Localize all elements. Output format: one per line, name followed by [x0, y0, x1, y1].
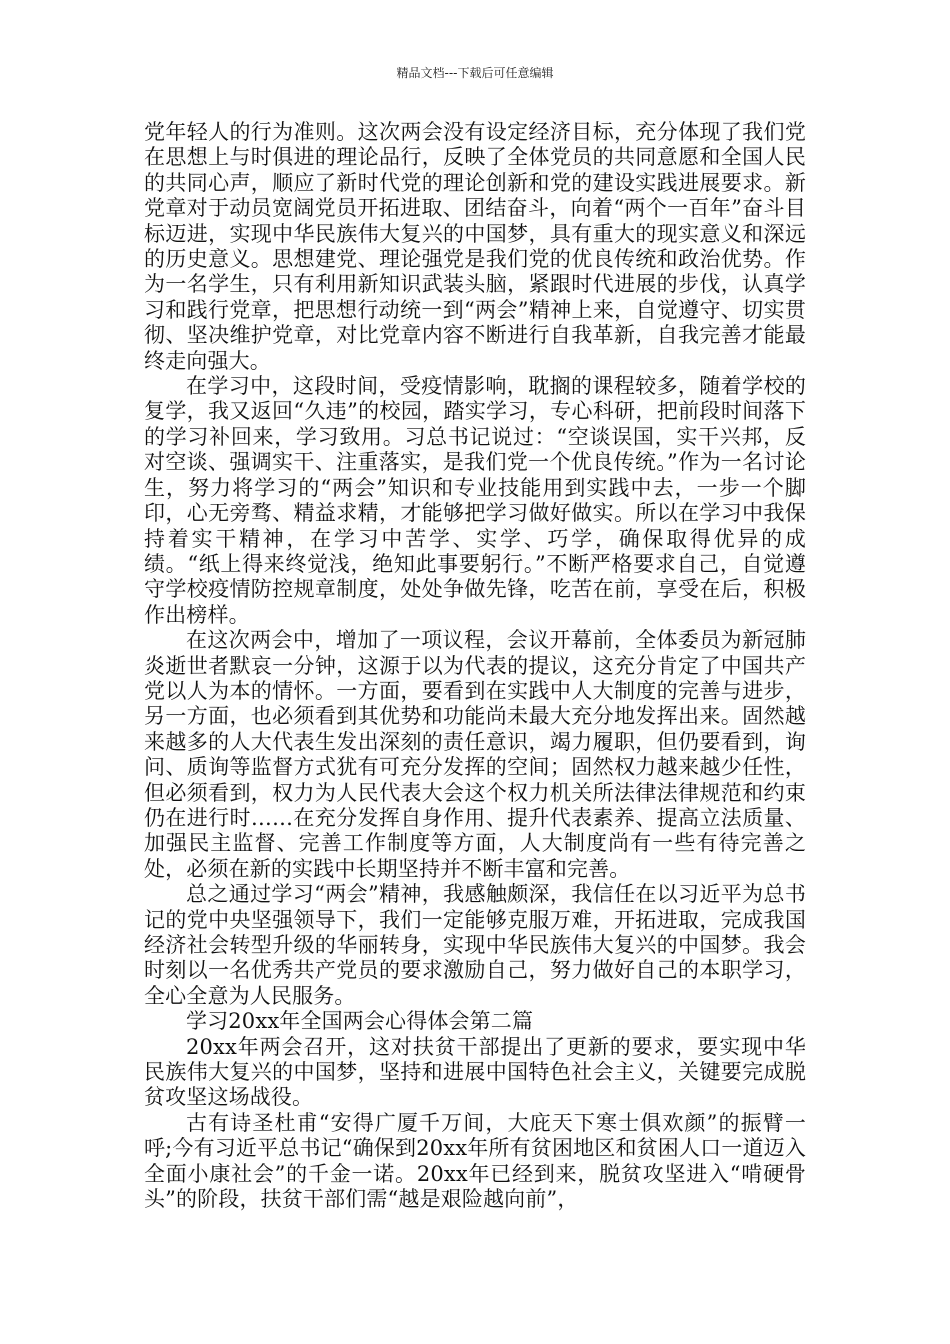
paragraph-continuation: 党年轻人的行为准则。这次两会没有设定经济目标，充分体现了我们党在思想上与时俱进的理论品行，反映了全体党员的共同意愿和全国人民的共同心声，顺应了新时代党的理论创新和党的建设实践进展要求。新党章对于动员宽阔党员开拓进取、团结奋斗，向着“两个一百年”奋斗目标迈进，实现中华民族伟大复兴的中国梦，具有重大的现实意义和深远的历史意义。思想建党、理论强党是我们党的优良传统和政治优势。作为一名学生，只有利用新知识武装头脑，紧跟时代进展的步伐，认真学习和践行党章，把思想行动统一到“两会”精神上来，自觉遵守、切实贯彻、坚决维护党章，对比党章内容不断进行自我革新，自我完善才能最终走向强大。: [144, 120, 806, 373]
paragraph-study: 在学习中，这段时间，受疫情影响，耽搁的课程较多，随着学校的复学，我又返回“久违”的校园，踏实学习，专心科研，把前段时间落下的学习补回来，学习致用。习总书记说过：“空谈误国，实干兴邦，反对空谈、强调实干、注重落实，是我们党一个优良传统。”作为一名讨论生，努力将学习的“两会”知识和专业技能用到实践中去，一步一个脚印，心无旁骛、精益求精，才能够把学习做好做实。所以在学习中我保持着实干精神，在学习中苦学、实学、巧学，确保取得优异的成绩。“纸上得来终觉浅，绝知此事要躬行。”不断严格要求自己，自觉遵守学校疫情防控规章制度，处处争做先锋，吃苦在前，享受在后，积极作出榜样。: [144, 374, 806, 627]
page-header: 精品文档---下载后可任意编辑: [396, 66, 554, 80]
document-body: [144, 120, 806, 1212]
paragraph-poverty-poem: 古有诗圣杜甫“安得广厦千万间，大庇天下寒士俱欢颜”的振臂一呼;今有习近平总书记“确保到20xx年所有贫困地区和贫困人口一道迈入全面小康社会”的千金一诺。20xx年已经到来，脱贫攻坚进入“啃硬骨头”的阶段，扶贫干部们需“越是艰险越向前”，: [144, 1110, 806, 1212]
section-title: 学习20xx年全国两会心得体会第二篇: [186, 1009, 534, 1034]
paragraph-poverty-intro: 20xx年两会召开，这对扶贫干部提出了更新的要求，要实现中华民族伟大复兴的中国梦，坚持和进展中国特色社会主义，关键要完成脱贫攻坚这场战役。: [144, 1034, 806, 1110]
paragraph-two-sessions: 在这次两会中，增加了一项议程，会议开幕前，全体委员为新冠肺炎逝世者默哀一分钟，这源于以为代表的提议，这充分肯定了中国共产党以人为本的情怀。一方面，要看到在实践中人大制度的完善与进步，另一方面，也必须看到其优势和功能尚未最大充分地发挥出来。固然越来越多的人大代表生发出深刻的责任意识，竭力履职，但仍要看到，询问、质询等监督方式犹有可充分发挥的空间；固然权力越来越少任性，但必须看到，权力为人民代表大会这个权力机关所法律法律规范和约束仍在进行时……在充分发挥自身作用、提升代表素养、提高立法质量、加强民主监督、完善工作制度等方面，人大制度尚有一些有待完善之处，必须在新的实践中长期坚持并不断丰富和完善。: [144, 628, 806, 881]
paragraph-conclusion: 总之通过学习“两会”精神，我感触颇深，我信任在以习近平为总书记的党中央坚强领导下，我们一定能够克服万难，开拓进取，完成我国经济社会转型升级的华丽转身，实现中华民族伟大复兴的中国梦。我会时刻以一名优秀共产党员的要求激励自己，努力做好自己的本职学习，全心全意为人民服务。: [144, 882, 806, 1008]
